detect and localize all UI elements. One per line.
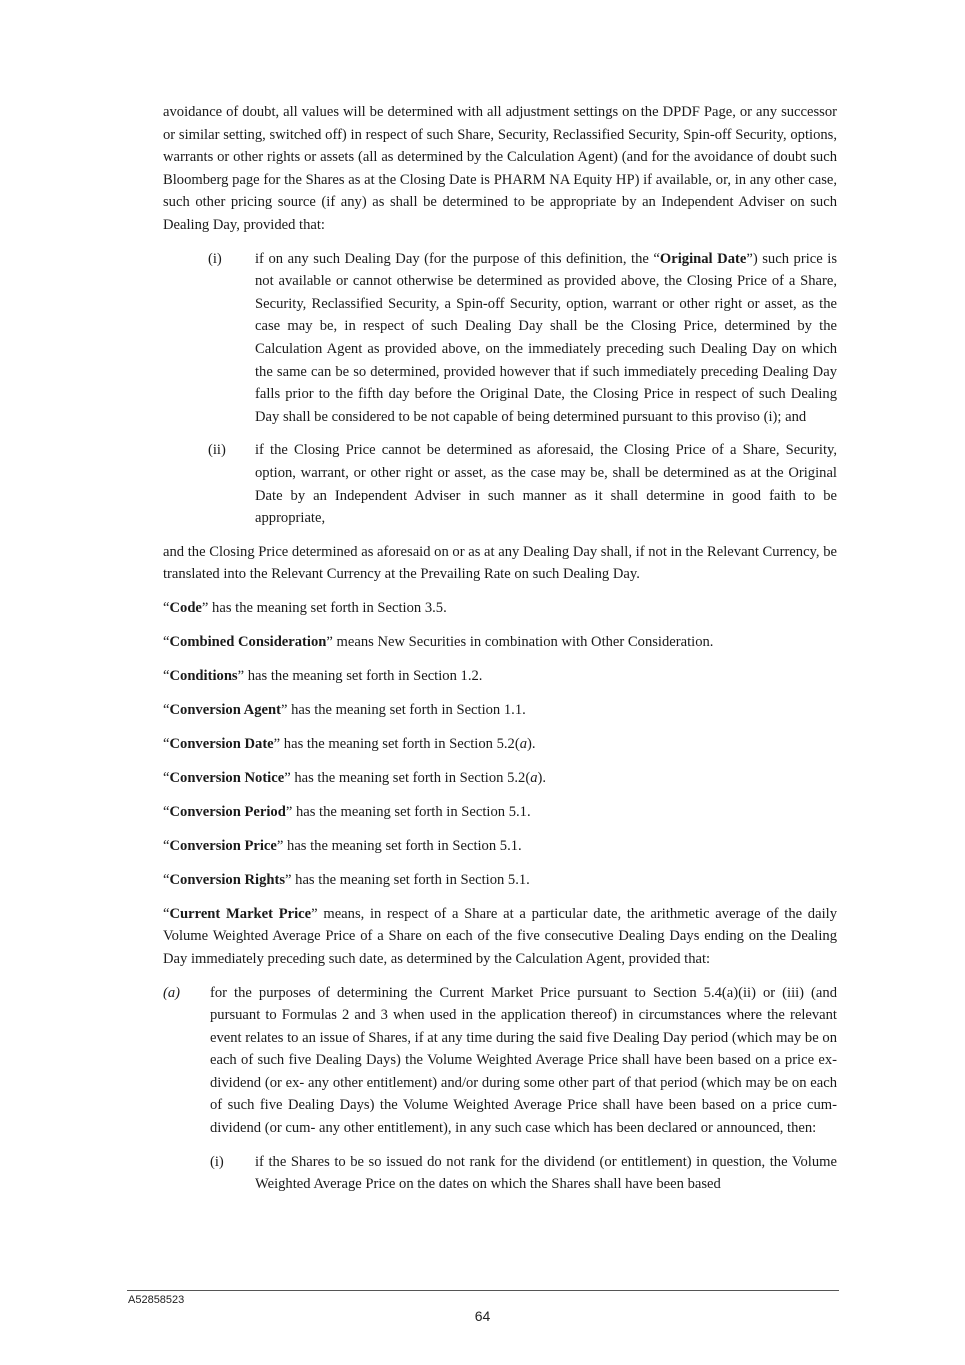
- definition-conversion-date: “Conversion Date” has the meaning set forth in Section 5.2(a).: [163, 735, 536, 752]
- cmp-item-a: [163, 982, 837, 1140]
- footer-divider: [127, 1290, 839, 1291]
- definition-conversion-agent: “Conversion Agent” has the meaning set forth in Section 1.1.: [163, 701, 526, 718]
- cmp-item-a-i: [163, 1151, 837, 1196]
- closing-paragraph: and the Closing Price determined as aforesaid on or as at any Dealing Day shall, if not in the Relevant Currency, be translated into the Relevant Currency at the Prevailing Rate on such Dealing Day.: [163, 543, 837, 583]
- defined-term: Original Date: [659, 250, 747, 267]
- proviso-text: if the Closing Price cannot be determined as aforesaid, the Closing Price of a Share, Security, option, warrant, or other right or asset, as the case may be, shall be determined as at the Original Date by an Independent Adviser in such manner as it shall determine in good faith to be appropriate,: [255, 442, 837, 527]
- document-body: [163, 101, 837, 1207]
- proviso-label: (i): [208, 250, 222, 267]
- item-text: for the purposes of determining the Current Market Price pursuant to Section 5.4(a)(ii) or (iii) (and pursuant to Formulas 2 and 3 when used in the application thereof) in circumstances where the relevant event relates to an issue of Shares, if at any time during the said five Dealing Day period (which may be on each of such five Dealing Days) the Volume Weighted Average Price shall have been based on a price ex-dividend (or ex- any other entitlement) and/or during some other part of that period (which may be on each of such five Dealing Days) the Volume Weighted Average Price shall have been based on a price cum-dividend (or cum- any other entitlement), in any such case which has been declared or announced, then:: [210, 984, 837, 1137]
- definition-conversion-period: “Conversion Period” has the meaning set forth in Section 5.1.: [163, 803, 531, 820]
- definition-conversion-price: “Conversion Price” has the meaning set forth in Section 5.1.: [163, 837, 522, 854]
- proviso-i: [163, 248, 837, 429]
- proviso-ii: [163, 439, 837, 529]
- definition-combined-consideration: “Combined Consideration” means New Securities in combination with Other Consideration.: [163, 633, 714, 650]
- defined-term: Current Market Price: [169, 905, 312, 922]
- proviso-text: if on any such Dealing Day (for the purpose of this definition, the “Original Date”) such price is not available or cannot otherwise be determined as provided above, the Closing Price of a Share, Security, Reclassified Security, a Spin-off Security, option, warrant or other right or asset, as the case may be, in respect of such Dealing Day shall be the Closing Price, determined by the Calculation Agent as provided above, on the immediately preceding such Dealing Day on which the same can be so determined, provided however that if such immediately preceding Dealing Day falls prior to the fifth day before the Original Date, the Closing Price in respect of such Dealing Day shall be considered to be not capable of being determined pursuant to this proviso (i); and: [255, 250, 837, 425]
- definition-current-market-price: “Current Market Price” means, in respect of a Share at a particular date, the arithmetic average of the daily Volume Weighted Average Price of a Share on each of the five consecutive Dealing Days ending on the Dealing Day immediately preceding such date, as determined by the Calculation Agent, provided that:: [163, 905, 837, 967]
- definition-code: “Code” has the meaning set forth in Section 3.5.: [163, 599, 447, 616]
- item-text: if the Shares to be so issued do not rank for the dividend (or entitlement) in question, the Volume Weighted Average Price on the dates on which the Shares shall have been based: [255, 1153, 837, 1193]
- page-number: 64: [474, 1308, 491, 1324]
- proviso-label: (ii): [208, 442, 226, 459]
- definition-conditions: “Conditions” has the meaning set forth in Section 1.2.: [163, 667, 483, 684]
- definition-conversion-rights: “Conversion Rights” has the meaning set forth in Section 5.1.: [163, 871, 530, 888]
- document-reference: A52858523: [128, 1294, 185, 1306]
- intro-paragraph: avoidance of doubt, all values will be determined with all adjustment settings on the DPDF Page, or any successor or similar setting, switched off) in respect of such Share, Security, Reclassified Security, Spin-off Security, options, warrants or other rights or assets (all as determined by the Calculation Agent) (and for the avoidance of doubt such Bloomberg page for the Shares as at the Closing Date is PHARM NA Equity HP) if available, or, in any other case, such other pricing source (if any) as shall be determined to be appropriate by an Independent Adviser on such Dealing Day, provided that:: [163, 104, 837, 233]
- item-label: (a): [163, 984, 181, 1001]
- definition-conversion-notice: “Conversion Notice” has the meaning set forth in Section 5.2(a).: [163, 769, 547, 786]
- item-label: (i): [210, 1153, 224, 1170]
- definitions-list: [163, 597, 837, 891]
